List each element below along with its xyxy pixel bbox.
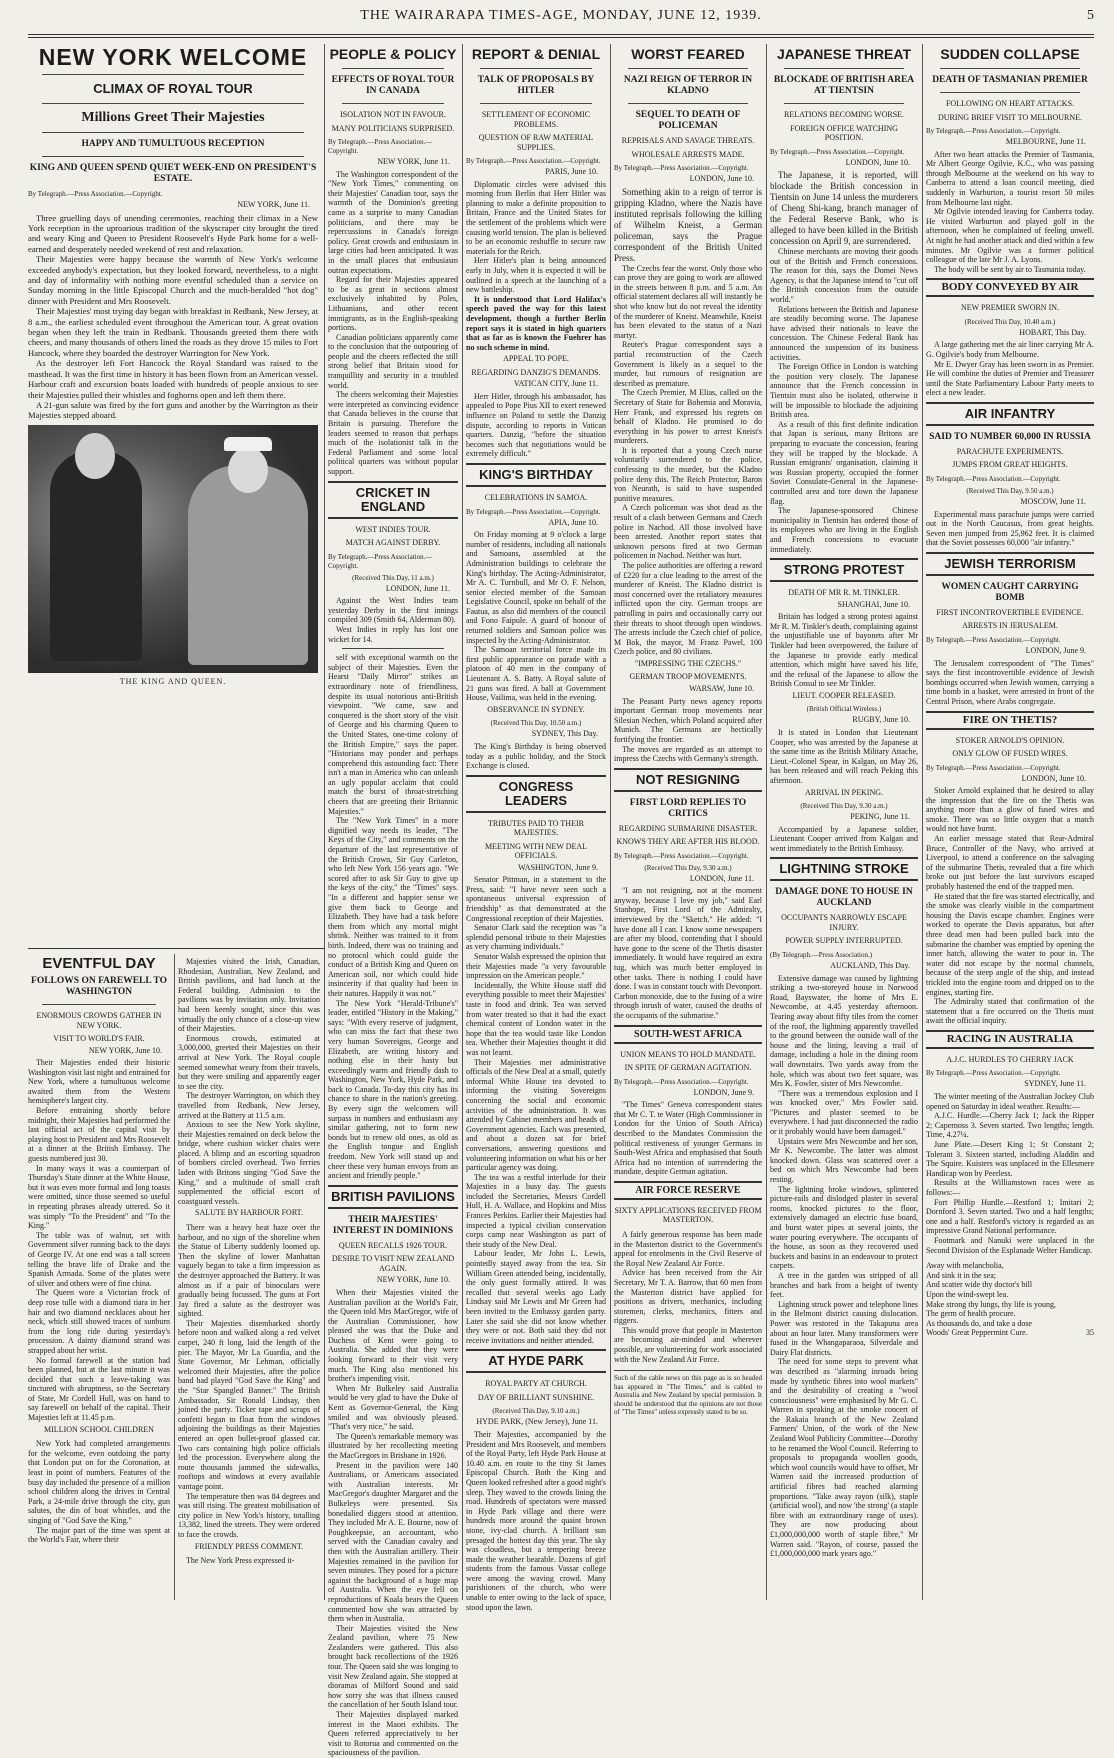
peppermint-cure-advert: [926, 1261, 1094, 1338]
paragraph: Present in the pavilion were 140 Australians, or Americans associated with Australian interests. Mr MacGregor's daughter Margaret and the Bulkeleys were presented. Six bonedalied diggers stood at attention. They included Mr A. E. Bourne, now of Poughkeepsie, an accountant, who served with the Canadian cavalry and then with the Australian artillery. Their Majesties remained in the pavilion for seven minutes. They posed for a picture against the background of a huge map of Australia. When the eye fell on reproductions of Koala bears the Queen commented how she was attracted by them when in Australia.: [328, 1460, 458, 1624]
paragraph: There was a heavy heat haze over the harbour, and no sign of the shoreline when the Statue of Liberty suddenly loomed up. Then the skyline of lower Manhattan vaguely began to take a firm impression as the destroyer approached the Battery. It was almost as if a pair of binoculars were gradually being focussed. The guns at Fort Jay fired a salute as the destroyer was sighted.: [178, 1222, 320, 1319]
headline: CRICKET IN ENGLAND: [355, 484, 431, 514]
column-people-policy: [328, 44, 458, 1758]
column-divider: [610, 44, 611, 1600]
headline: SOUTH-WEST AFRICA: [634, 1028, 742, 1040]
paragraph: The Foreign Office in London is watching the position very closely. The Japanese announce that the French concession in Tientsin must also be isolated, otherwise it will be impossible to blockade the adjoining British area.: [770, 362, 918, 420]
paragraph: Their Majesties visited the New Zealand pavilion, where 75 New Zealanders were gathered. This also brought back recollections of the 1926 tour. The Queen said she was longing to visit New Zealand again. She stopped at dioramas of Milford Sound and said how sorry she was that illness caused the cancellation of her South Island tour.: [328, 1623, 458, 1710]
paragraph: The temperature then was 84 degrees and was still rising. The greatest mobilisation of city police in New York's history, totalling 13,382, lined the streets. They were ordered to face the crowds.: [178, 1491, 320, 1539]
subheadline: OBSERVANCE IN SYDNEY.: [487, 704, 585, 714]
subheadline: QUEEN RECALLS 1926 TOUR.: [338, 1240, 448, 1250]
verse-line: Upon the wind-swept lea.: [926, 1289, 1009, 1299]
column-japanese-threat: [770, 44, 918, 1600]
subheadline: NAZI REIGN OF TERROR IN KLADNO: [623, 75, 753, 96]
paragraph: Their Majesties' most trying day began with breakfast in Redbank, New Jersey, at 8 a.m., the earliest scheduled event throughout the American tour. A great ovation began when they left the train in Redbank. Thousands greeted them there with cheers, and many thousands of others lined the roads as they drove 15 miles to Fort Hancock, where they boarded the destroyer Warrington for New York.: [28, 306, 318, 358]
dateline: LONDON, June 11.: [689, 873, 754, 883]
paragraph: He stated that the fire was started electrically, and the smoke was clearly visible in the compartment housing the Davis escape chamber. Engines were worked to operate the Davis apparatus, but after three dead men had been pulled back into the submarine the chamber was emptied by opening the inner hatch, allowing the water to pour in. The water did not escape by the normal channels, because of the steep angle of the ship, and instead trickled into the engine room and dripped on to the engines, starting fire.: [926, 891, 1094, 997]
paragraph: Their Majesties displayed marked interest in the Maori exhibits. The Queen referred appreciatively to her visit to Rotorua and commented on the spaciousness of the pavilion.: [328, 1710, 458, 1758]
paragraph: It is stated in London that Lieutenant Cooper, who was arrested by the Japanese at the same time as the British Military Attache, Lieut.-Colonel Spear, in Kalgan, on May 26, has been released and will reach Peking this afternoon.: [770, 728, 918, 785]
subheadline: QUESTION OF RAW MATERIAL SUPPLIES.: [478, 133, 594, 152]
press-credit: By Telegraph.—Press Association.—Copyright.: [466, 507, 601, 516]
dateline: PARIS, June 10.: [545, 167, 598, 176]
paragraph: Regard for their Majesties appeared to be as great in sections almost exclusively inhabited by Poles, Lithuanians, and other recent immigrants, as in the English-speaking portions.: [328, 275, 458, 333]
paragraph: Mr E. Dwyer Gray has been sworn in as Premier. He will combine the duties of Premier and Treasurer until the State Parliamentary Labour Party meets to elect a new leader.: [926, 359, 1094, 398]
verse-line: Make strong thy lungs, thy life is young,: [926, 1299, 1056, 1309]
dateline: NEW YORK, June 11.: [237, 200, 310, 209]
masthead-rule-top: [28, 34, 1094, 35]
paragraph: The King's Birthday is being observed today as a public holiday, and the Stock Exchange is closed.: [466, 741, 606, 771]
paragraph: self with exceptional warmth on the subject of their Majesties. Even the Hearst "Daily Mirror" strikes an extraordinary note of friendliness, despite its usual notorious anti-British viewpoint. "We came, saw and conquered is the short story of the visit of George and his charming Queen to the United States, one-time colony of the British Empire," says the paper. "Historians may ponder and perhaps comprehend this astounding fact: There isn't a man in America who can unleash an ugly popular acclaim that could match the burst of throat-stretching cheers that are greeting their Britannic Majesties.": [328, 653, 458, 816]
paragraph: Mr Ogilvie intended leaving for Canberra today. He visited Warburton and played golf in the afternoon, when he complained of feeling unwell. At night he had another attack and died within a few minutes. Mr Ogilvie was a former political colleague of the late Mr J. A. Lyons.: [926, 207, 1094, 265]
received-time: (Received This Day, 10.40 a.m.): [964, 317, 1056, 326]
subheadline: OCCUPANTS NARROWLY ESCAPE INJURY.: [781, 913, 907, 932]
paragraph: The Queen wore a Victorian frock of deep rose tulle with a diamond tiara in her hair and two diamond necklaces about her neck, which still showed traces of sunburn from the long ride during yesterday's procession. A dainty diamond strand was strapped about her wrist.: [28, 1288, 170, 1355]
paragraph: Advice has been received from the Air Secretary, Mr T. A. Barrow, that 60 men from the Masterton district have applied for positions as drivers, mechanics, including storemen, clerks, mechanics, fitters and riggers.: [614, 1268, 762, 1326]
paragraph: Senator Pittman, in a statement to the Press, said: "I have never seen such a spontaneous universal expression of friendship" as that demonstrated at the Congressional reception of their Majesties.: [466, 875, 606, 923]
paragraph: The table was of walnut, set with Government silver running back to the days of George IV. At one end was a tall screen telling the brave life of Drake and the Spanish Armada. Some of the plates were of silver and others were of fine china.: [28, 1230, 170, 1288]
paragraph: It is reported that a young Czech nurse voluntarily surrendered to the police, confessing to the murder, but the Kladno police deny this. The Reich Protector, Baron von Neurath, is said to have suspended punitive measures.: [614, 445, 762, 503]
subheadline: LIEUT. COOPER RELEASED.: [792, 690, 896, 700]
headline: LIGHTNING STROKE: [779, 861, 909, 877]
column-divider: [174, 954, 175, 1600]
subheadline: WOMEN CAUGHT CARRYING BOMB: [941, 581, 1079, 603]
subheadline: A.J.C. HURDLES TO CHERRY JACK: [946, 1054, 1074, 1064]
paragraph: Incidentally, the White House staff did everything possible to meet their Majesties' taste in food and drink. Tea was served from water treated so that it had the exact chemical content of London water in the hope that the tea would taste like London tea. Whether their Majesties thought it did was not learnt.: [466, 980, 606, 1057]
subheadline: SEQUEL TO DEATH OF POLICEMAN: [635, 110, 741, 131]
subheadline: SETTLEMENT OF ECONOMIC PROBLEMS.: [481, 110, 591, 129]
paragraph: It is understood that Lord Halifax's speech paved the way for this latest development, though a further Berlin report says it is stated in high quarters that as far as is known the Fuehrer has no such scheme in mind.: [466, 294, 606, 352]
article-eventful-day-continued: [178, 954, 320, 1600]
dateline: WARSAW, June 10.: [689, 683, 754, 693]
queen-tiara: [224, 437, 272, 451]
press-credit: By Telegraph.—Press Association.—Copyright.: [328, 552, 433, 570]
subheadline: DAMAGE DONE TO HOUSE IN AUCKLAND: [775, 887, 913, 909]
subheadline: DURING BRIEF VISIT TO MELBOURNE.: [937, 112, 1083, 122]
paragraph: The Czech Premier, M Elias, called on the Secretary of State for Bohemia and Moravia, Herr Frank, and expressed his regrets on behalf of Kladno. He promised to do everything in his power to arrest Kneist's murderers.: [614, 388, 762, 446]
dateline: LONDON, June 9.: [693, 1087, 754, 1097]
dateline: MOSCOW, June 11.: [1020, 496, 1086, 506]
article-eventful-day: [28, 954, 170, 1600]
paragraph: A tree in the garden was stripped of all branches and bark from a height of twenty feet.: [770, 1270, 918, 1300]
paragraph: Labour leader, Mr John L. Lewis, pointedly stayed away from the tea. Sir William Green attended being, incidentally, the only guest formally attired. It was recalled that several weeks ago Lady Lindsay said Mr Lewis and Mr Green had been invited to the Embassy garden party. Later she said she did not know whether they were or not. Both said they did not receive invitations and neither attended.: [466, 1249, 606, 1345]
paragraph: When their Majesties visited the Australian pavilion at the World's Fair, the Queen told Mrs MacGregor, wife of the Australian Commissioner, how pleased she was that the Duke and Duchess of Kent were going to Australia. She added that they were looking forward to their visit very much. The King also mentioned his brother's impending visit.: [328, 1287, 458, 1384]
subheadline: WEST INDIES TOUR.: [355, 524, 431, 534]
paragraph: The New York Press expressed it-: [186, 1556, 295, 1566]
paragraph: "I am not resigning, not at the moment anyway, because I love my job," said Earl Stanhope, First Lord of the Admiralty, interviewed by the "Sketch." He added: "I have done all I can. I know some newspapers are after my blood, contending that I should have gone to the scene of the Thetis disaster immediately. It would have required an extra tug, which was much better employed in other tasks. There is nothing I could have done. I was in constant touch with Devonport. Carbon monoxide, due to the fusing of a wire through inrush of water, caused the deaths of the occupants of the submarine.": [614, 886, 762, 1020]
column-divider: [766, 44, 767, 1600]
subheadline: "IMPRESSING THE CZECHS.": [634, 658, 742, 668]
dateline: LONDON, June 10.: [689, 174, 754, 183]
column-sudden-collapse: [926, 44, 1094, 1600]
column-divider: [324, 44, 325, 1600]
subheadline: FOLLOWS ON FAREWELL TO WASHINGTON: [31, 976, 167, 997]
paragraph: The Washington correspondent of the "New York Times," commenting on their Majesties' Canadian tour, says the warmth of the Dominion's greeting came as a surprise to many Canadian politicians, and there may be repercussions in Canada's foreign policy. Great crowds and enthusiasm in large cities had been anticipated. It was in the small places that enthusiasm outran expectations.: [328, 169, 458, 275]
subheadline: CELEBRATIONS IN SAMOA.: [484, 493, 588, 503]
press-credit: By Telegraph.—Press Association.—Copyright.: [614, 851, 749, 860]
subheadline: ONLY GLOW OF FUSED WIRES.: [952, 749, 1068, 758]
verse-line: And scatter wide thy doctor's bill: [926, 1280, 1033, 1290]
dateline: VATICAN CITY, June 11.: [513, 379, 598, 389]
verse-line: And sink it in the sea;: [926, 1270, 996, 1280]
subheadline: BLOCKADE OF BRITISH AREA AT TIENTSIN: [773, 75, 915, 96]
paragraph: Their Majesties were happy because the warmth of New York's welcome exceeded anybody's expectation, but they looked forward, nevertheless, to a night and day of informality with nothing more eventful scheduled than a service on Sunday morning in the little Episcopal Church and the much-heralded "hot dog" dinner with President and Mrs Roosevelt.: [28, 254, 318, 306]
queen-face: [228, 447, 268, 493]
paragraph: The Samoan territorial force made its first public appearance on parade with a platoon of 40 men in the company of Lieutenant A. S. Batty. A Royal salute of 21 guns was fired. A ball at Government House, Vailima, was held in the evening.: [466, 645, 606, 703]
subheadline: PARACHUTE EXPERIMENTS.: [956, 446, 1064, 456]
king-figure: [50, 451, 142, 661]
paragraph: The lightning broke windows, splintered picture-rails and dislodged plaster in several rooms, knocked pictures to the floor, extensively damaged an electric fuse board, and burst water pipes at several joints, the water pouring everywhere. The occupants of the house, as soon as they recovered used buckets and basins in an endeavour to protect carpets.: [770, 1184, 918, 1271]
masthead-rule-bottom: [28, 37, 1094, 38]
paragraph: A Czech policeman was shot dead as the result of a clash between Germans and Czech police in Nachod. All those involved have been arrested. Another report states that unknown persons fired at two German policemen in Nachod. Neither was hurt.: [614, 503, 762, 561]
subheadline: MILLION SCHOOL CHILDREN: [44, 1424, 154, 1434]
subheadline: STOKER ARNOLD'S OPINION.: [955, 735, 1065, 745]
paragraph: Diplomatic circles were advised this morning from Berlin that Herr Hitler was planning to make a definite proposition to Britain, France and the United States for the settlement of the problems which were causing world tension. The plan is believed to be an economic reshuffle to secure raw materials for the Reich.: [466, 179, 606, 256]
dateline: AUCKLAND, This Day.: [830, 960, 910, 970]
press-credit: By Telegraph.—Press Association.—Copyright.: [614, 1077, 749, 1086]
subheadline: FIRST LORD REPLIES TO CRITICS: [629, 797, 747, 819]
press-credit: (By Telegraph.—Press Association.): [770, 950, 873, 959]
dateline: SYDNEY, June 11.: [1024, 1079, 1086, 1089]
subheadline: POWER SUPPLY INTERRUPTED.: [785, 936, 903, 946]
paragraph: The Peasant Party news agency reports important German troop movements near Silesian Nechen, which Poland acquired after Munich. The Germans are hectically fortifying the frontier.: [614, 696, 762, 744]
received-time: (Received This Day, 11 a.m.): [352, 573, 434, 582]
paragraph: Results at the Williamstown races were as follows:—: [926, 1178, 1094, 1197]
received-time: (Received This Day, 10.50 a.m.): [490, 719, 582, 728]
paragraph: The need for some steps to prevent what was described as "alarming inroads being made by synthetic fibres into wool markets" and the desirability of creating a "wool consciousness" were emphasised by Mr G. C. Warren in speaking at the smoke concert of the Rakaia branch of the New Zealand Farmers' Union, of the work of the New Zealand Wool Publicity Committee—Dorothy to be renamed the Wool Council. Referring to proposals to propaganda woollen goods, which wool councils would have to offset, Mr Warren said the increased production of artificial fibres had reached alarming proportions. "Take away rayon (silk), staple (artificial wool), and now 'the strong' (a staple fibre with an extraordinary range of uses). They are now producing about £1,000,000,000 worth of staple fibre," Mr Warren said. "Rayon, of course, passed the £1,000,000,000 mark years ago.": [770, 1357, 918, 1559]
subheadline: DEATH OF TASMANIAN PREMIER: [932, 75, 1088, 85]
paragraph: Herr Hitler's plan is being announced early in July, when it is expected it will be outlined in a speech at the launching of a new battleship.: [466, 256, 606, 295]
subheadline: KNOWS THEY ARE AFTER HIS BLOOD.: [616, 837, 760, 847]
subheadline: FOREIGN OFFICE WATCHING POSITION.: [790, 123, 898, 142]
subheadline: APPEAL TO POPE.: [503, 354, 569, 364]
advert-number: 35: [1086, 1328, 1094, 1338]
dateline: HYDE PARK, (New Jersey), June 11.: [476, 1417, 598, 1427]
paragraph: The Japanese-sponsored Chinese municipality in Tientsin has ordered those of its employees who are living in the English and French concessions to evacuate immediately.: [770, 506, 918, 554]
times-copyright-note: Such of the cable news on this page as is so headed has appeared in "The Times," and is cabled to Australia and New Zealand by special permission. It should be understood that the opinions are not those of "The Times" unless expressly stated to be so.: [614, 1370, 762, 1417]
subheadline: DESIRE TO VISIT NEW ZEALAND AGAIN.: [331, 1254, 455, 1273]
paragraph: The Admiralty stated that confirmation of the statement that a fire occurred on the Thetis must await the official inquiry.: [926, 997, 1094, 1026]
paragraph: The Czechs fear the worst. Only those who can prove they are going to work are allowed in the streets between 8 p.m. and 5 a.m. An official statement declares all will instantly be shot who know but do not reveal the identity of the murderer of Kneist. Meanwhile, Kneist has been elevated to the status of a Nazi martyr.: [614, 263, 762, 340]
headline: NEW YORK WELCOME: [38, 44, 308, 70]
column-divider: [922, 44, 923, 1600]
press-credit: By Telegraph.—Press Association.—Copyright.: [614, 164, 749, 172]
press-credit: By Telegraph.—Press Association.—Copyright.: [926, 1069, 1061, 1078]
headline: FIRE ON THETIS?: [962, 713, 1058, 726]
headline: EVENTFUL DAY: [42, 955, 156, 972]
subheadline: ISOLATION NOT IN FAVOUR.: [340, 110, 446, 119]
subheadline: FOLLOWING ON HEART ATTACKS.: [945, 99, 1075, 108]
received-time: (Received This Day, 9.30 a.m.): [800, 802, 888, 811]
paragraph: After two heart attacks the Premier of Tasmania, Mr Albert George Ogilvie, K.C., who was passing through Melbourne at the weekend on his way to Canberra to attend a loan council meeting, died suddenly in Warburton, a tourist resort 50 miles from Melbourne last night.: [926, 149, 1094, 207]
paragraph: This would prove that people in Masterton are becoming air-minded and wherever possible, are volunteering for work associated with the New Zealand Air Force.: [614, 1325, 762, 1364]
subheadline: NEW PREMIER SWORN IN.: [960, 303, 1060, 313]
subheadline: ARRIVAL IN PEKING.: [805, 787, 883, 797]
paragraph: When Mr Bulkeley said Australia would be very glad to have the Duke of Kent as Governor-General, the King smiled and was obviously pleased. "That's very nice," he said.: [328, 1383, 458, 1432]
headline: BRITISH PAVILIONS: [331, 1188, 455, 1204]
subheadline: UNION MEANS TO HOLD MANDATE.: [620, 1049, 756, 1059]
paragraph: No formal farewell at the station had been planned, but at the last minute it was decided that such a leave-taking was tinctured with abruptness, so the Secretary of State, Mr Cordell Hull, was on hand to say farewell on behalf of the capital. Their Majesties left at 11.45 p.m.: [28, 1355, 170, 1423]
section-rule: [28, 948, 324, 949]
paragraph: Canadian politicians apparently came to the conclusion that the outpouring of people and the cheers reflected the still strong belief that Britain stood for tranquillity and security in a troubled world.: [328, 332, 458, 390]
headline: JAPANESE THREAT: [776, 46, 912, 62]
paragraph: A.J.C. Hurdle.—Cherry Jack 1; Jack the Ripper 2; Capernoss 3. Seven started. Two lengths; length. Time, 4.27¼.: [926, 1111, 1094, 1140]
paragraph: West Indies in reply has lost one wicket for 14.: [328, 624, 458, 644]
dateline: APIA, June 10.: [548, 517, 598, 527]
paragraph: Chinese merchants are moving their goods out of the British and French concessions. The reason for this, says the Domei News Agency, is that the Japanese intend to "cut off the British concession from the outside world.": [770, 247, 918, 305]
paragraph: Senator Clark said the reception was "a splendid personal tribute to their Majesties as very charming individuals.": [466, 923, 606, 952]
dateline: LONDON, June 11.: [385, 583, 450, 593]
press-credit: By Telegraph.—Press Association.—Copyright.: [926, 763, 1061, 772]
paragraph: On Friday morning at 9 o'clock a large number of residents, including all nationals and Samoans, assembled at the Administration buildings to celebrate the King's birthday. The Acting-Administrator, Mr A. C. Turnbull, and Mr O. F. Nelson, senior elected member of the Samoan Legislative Council, spoke on behalf of the Fautua, as also did members of the council and Fono Faipule. A guard of honour of returned soldiers and Samoan police was inspected by the Acting-Administrator.: [466, 530, 606, 645]
paragraph: A large gathering met the air liner carrying Mr A. G. Ogilvie's body from Melbourne.: [926, 340, 1094, 359]
headline: NOT RESIGNING: [635, 771, 740, 787]
paragraph: The "New York Times" in a more dignified way needs its leader, "The Keys of the City," and comments on the departure of the last representative of the British Crown, Sir Guy Carleton, who left New York 156 years ago. "We scored after to ask Sir Guy to give up the keys of the city," the "Times" says. "In a different and happier sense we give them back to George and Elizabeth. They have had a task before them from which any mortal might shrink. Neither was trained to it from birth. Indeed, there was no training and no protocol which could guide the conduct of a British King and Queen on American soil, nor which could hide insincerity if that quality had been in their natures. Happily it was not.": [328, 816, 458, 998]
verse-line: The germ of health procure.: [926, 1309, 1016, 1319]
subheadline: KING AND QUEEN SPEND QUIET WEEK-END ON PRESIDENT'S ESTATE.: [29, 163, 317, 184]
paragraph: In many ways it was a counterpart of Thursday's State dinner at the White House, but it was even more formal and long toasts were omitted, since those seemed so useful in repeating phrases already uttered. So it was simply "To the President" and "To the King.": [28, 1163, 170, 1231]
paragraph: Their Majesties met administrative officials of the New Deal at a small, quietly informal White House tea devoted to informing the visiting Sovereigns concerning the social and economic activities of the administration. It was attended by Cabinet members and heads of Government agencies. Each was presented, and about a dozen sat for brief conversations, answering questions and volunteering information on what his or her particular agency was doing.: [466, 1057, 606, 1173]
dateline: NEW YORK, June 10.: [376, 1275, 450, 1285]
dateline: HOBART, This Day.: [1019, 327, 1086, 337]
paragraph: Herr Hitler, through his ambassador, has appealed to Pope Pius XII to exert renewed influence on Poland to settle the Danzig dispute, according to reports in Vatican quarters. Danzig, "before the situation becomes such that negotiations would be extremely difficult.": [466, 391, 606, 459]
headline: JEWISH TERRORISM: [944, 555, 1076, 571]
subheadline: MANY POLITICIANS SURPRISED.: [331, 123, 455, 133]
subheadline: REPRISALS AND SAVAGE THREATS.: [621, 136, 755, 145]
paragraph: Upstairs were Mrs Newcombe and her son, Mr K. Newcombe. The latter was almost knocked down. Glass was scattered over a bed on which Mrs Newcombe had been resting.: [770, 1136, 918, 1185]
paragraph: "The Times" Geneva correspondent states that Mr C. T. te Water (High Commissioner in London for the Union of South Africa) described to the Mandates Commission the political restiveness of younger Germans in South-West Africa and emphasised that South Africa had no intention of surrendering the mandate, despite German agitation.: [614, 1100, 762, 1177]
column-report-denial: [466, 44, 606, 1612]
subheadline: IN SPITE OF GERMAN AGITATION.: [624, 1063, 752, 1073]
press-credit: By Telegraph.—Press Association.—Copyright.: [466, 157, 601, 165]
paragraph: The Japanese, it is reported, will blockade the British concession in Tientsin on June 14 unless the murderers of Cheng Shi-kang, branch manager of the Federal Reserve Bank, who is alleged to have been killed in the British concession on April 9, are surrendered.: [770, 170, 918, 247]
subheadline: MATCH AGAINST DERBY.: [345, 538, 441, 548]
subheadline: FRIENDLY PRESS COMMENT.: [194, 1541, 304, 1551]
headline: CONGRESS LEADERS: [498, 778, 574, 808]
masthead-title: THE WAIRARAPA TIMES-AGE, MONDAY, JUNE 12, 1939.: [360, 8, 762, 23]
headline: RACING IN AUSTRALIA: [946, 1032, 1074, 1045]
subheadline: TRIBUTES PAID TO THEIR MAJESTIES.: [488, 818, 584, 838]
paragraph: Senator Walsh expressed the opinion that their Majesties made "a very favourable impression on the American people.": [466, 952, 606, 981]
headline: SUDDEN COLLAPSE: [940, 46, 1080, 62]
subheadline: CLIMAX OF ROYAL TOUR: [93, 81, 253, 96]
paragraph: Accompanied by a Japanese soldier, Lieutenant Cooper arrived from Kalgan and went immediately to the British Embassy.: [770, 824, 918, 853]
subheadline: GERMAN TROOP MOVEMENTS.: [629, 672, 747, 682]
headline: AT HYDE PARK: [488, 1353, 584, 1369]
dateline: MELBOURNE, June 11.: [1005, 137, 1086, 146]
masthead: [28, 8, 1094, 30]
dateline: LONDON, June 9.: [1025, 645, 1086, 655]
paragraph: Footmark and Nanuki were unplaced in the Second Division of the Esplanade Welter Handicap.: [926, 1235, 1094, 1255]
subheadline: Millions Greet Their Majesties: [81, 110, 265, 125]
paragraph: The tea was a restful interlude for their Majesties in a busy day. The guests included the Secretaries, Messrs Cordell Hull, H. A. Wallace, and Hopkins and Miss Frances Perkins. Earlier their Majesties had inspected a typical civilian conservation corps camp near Washington as part of their study of the New Deal.: [466, 1172, 606, 1249]
dateline: SYDNEY, This Day.: [531, 729, 598, 739]
dateline: WASHINGTON, June 9.: [518, 862, 598, 872]
received-time: (Received This Day, 9.50 a.m.): [966, 486, 1054, 495]
paragraph: The moves are regarded as an attempt to impress the Czechs with Germany's strength.: [614, 744, 762, 764]
paragraph: The destroyer Warrington, on which they travelled from Redbank, New Jersey, arrived at the Battery at 11.5 a.m.: [178, 1091, 320, 1120]
paragraph: An earlier message stated that Rear-Admiral Bruce, Controller of the Navy, who arrived at Liverpool, to attend a conference on the salvaging of the submarine Thetis, revealed that a fire which broke out just before the last survivors escaped probably hastened the end of the trapped men.: [926, 834, 1094, 892]
subheadline: WHOLESALE ARRESTS MADE.: [631, 149, 745, 159]
paragraph: Something akin to a reign of terror is gripping Kladno, where the Nazis have instituted reprisals following the killing of Wilhelm Kneist, a German policeman, says the Prague correspondent of the British United Press.: [614, 186, 762, 263]
paragraph: The police authorities are offering a reward of £220 for a clue leading to the arrest of the murderer of Kneist. The Kladno district is most concerned over the retaliatory measures inflicted upon the city. German troops are patrolling in pairs and occasionally carry out their threats to shoot through open windows. The arrests include the Czech chief of police, M Bok, the mayor, M Franz Pawel, 100 Czech police, and 80 civilians.: [614, 561, 762, 657]
queen-figure: [188, 465, 308, 665]
paragraph: Extensive damage was caused by lightning striking a two-storeyed house in Norwood Road, Bayswater, the home of Mrs E. Newcombe, at 4.45 yesterday afternoon. Tearing away about fifty tiles from the corner of the roof, the lightning apparently travelled to the ground between the outside wall of the house and the lining, leaving a trail of damage, including a hole in the dining room wall downstairs. Two yards away from the hole, which was about two feet square, was Mrs K. Fowler, sister of Mrs Newcombe.: [770, 973, 918, 1089]
paragraph: The Jerusalem correspondent of "The Times" says the first incontrovertible evidence of Jewish bombings occurred when Jewish women, carrying a time bomb in a basket, were arrested in front of the Central Prison, where Arabs congregate.: [926, 658, 1094, 706]
press-credit: By Telegraph.—Press Association.—Copyright.: [770, 147, 905, 156]
page-number: 5: [1087, 8, 1094, 23]
column-worst-feared: [614, 44, 762, 1600]
dateline: LONDON, June 10.: [1021, 773, 1086, 783]
paragraph: Their Majesties disembarked shortly before noon and walked along a red velvet carpet, 240 ft long, laid the length of the pier. The Mayor, Mr La Guardia, and the State Governor, Mr Lehman, officially welcomed their Majesties, after the police band had played "God Save the King" and the "Star Spangled Banner." The British Ambassador, Sir Ronald Lindsay, then joined the party. Ticker tape and scraps of confetti began to float from the windows adjoining the buildings as their Majesties entered an open bullet-proof glassed car. Two cars containing high police officials led the procession. Everywhere along the route thousands jammed the sidewalks, rooftops and windows at every available vantage point.: [178, 1318, 320, 1491]
paragraph: Against the West Indies team yesterday Derby in the first innings compiled 309 (Smith 64, Alderman 80).: [328, 596, 458, 625]
royal-couple-photo: [28, 425, 318, 673]
press-credit: By Telegraph.—Press Association.—Copyright.: [328, 138, 433, 155]
subheadline: REGARDING SUBMARINE DISASTER.: [618, 823, 758, 833]
paragraph: The winter meeting of the Australian Jockey Club opened on Saturday in ideal weather. Results:—: [926, 1092, 1094, 1111]
paragraph: Britain has lodged a strong protest against Mr R. M. Tinkler's death, complaining against the unjustifiable use of bayonets after Mr Tinkler had been overpowered, the failure of the Japanese to provide early medical attention, which might have saved his life, and the refusal of the Japanese to allow the British Consul to see Mr Tinkler.: [770, 612, 918, 689]
paragraph: Reuter's Prague correspondent says a partial reconstruction of the Czech Government is likely as a sequel to the murder, but rumours of resignation are described as premature.: [614, 340, 762, 388]
subheadline: ENORMOUS CROWDS GATHER IN NEW YORK.: [36, 1011, 162, 1030]
subheadline: SAID TO NUMBER 60,000 IN RUSSIA: [929, 431, 1091, 442]
headline: REPORT & DENIAL: [471, 46, 601, 62]
press-credit: By Telegraph.—Press Association.—Copyright.: [926, 635, 1061, 644]
paragraph: The major part of the time was spent at the World's Fair, where their: [28, 1525, 170, 1545]
paragraph: The cheers welcoming their Majesties were interpreted as convincing evidence that Canada believes in the course that Britain is pursuing. Therefore the leaders seemed to reason that perhaps much of the isolationist talk in the Federal Parliament and some local political quarters was without popular support.: [328, 390, 458, 476]
paragraph: The New York "Herald-Tribune's" leader, entitled "History in the Making," says: "With every reserve of judgment, who can miss the fact that these two very human Sovereigns, George and Elizabeth, are writing history and nothing else in their hasty but exceedingly warm and friendly dash to Washington, New York, Hyde Park, and back to Canada. To-day this city has its chance to share in the nation's greeting. By every sign the welcomers will surpass in numbers and enthusiasm any similar gathering, not to form new bonds but to renew old ones, as old as the English tongue and English freedom. New York will stand up and cheer these very human envoys from an ancient and friendly people.": [328, 998, 458, 1181]
paragraph: Enormous crowds, estimated at 3,000,000, greeted their Majesties on their arrival at New York. The Royal couple seemed somewhat weary from their travels, but they were smiling and apparently eager to see the city.: [178, 1033, 320, 1091]
verse-line: As thousands do, and take a dose: [926, 1318, 1032, 1328]
headline: AIR FORCE RESERVE: [635, 1184, 741, 1196]
dateline: RUGBY, June 10.: [852, 715, 910, 725]
paragraph: The Queen's remarkable memory was illustrated by her recollecting meeting the MacGregors in Brisbane in 1926.: [328, 1431, 458, 1460]
headline: AIR INFANTRY: [964, 405, 1056, 421]
verse-line: Away with melancholia,: [926, 1261, 1004, 1271]
paragraph: As a result of this first definite indication that Japan is serious, many Britons are preparing to evacuate the concession, fearing they will be trapped by the blockade. A Russian emigrants' organisation, claiming it was Russian property, occupied the former Soviet Consulate-General in the Japanese-controlled area and tore down the Japanese flag.: [770, 419, 918, 506]
received-time: (Received This Day, 9.30 a.m.): [644, 863, 732, 872]
subheadline: SIXTY APPLICATIONS RECEIVED FROM MASTERTON.: [614, 1205, 762, 1225]
dateline: SHANGHAI, June 10.: [837, 599, 910, 609]
paragraph: Their Majesties ended their historic Washington visit last night and entrained for New York, where a tumultuous welcome awaited them from the Western hemisphere's largest city.: [28, 1058, 170, 1106]
king-face: [75, 433, 115, 479]
paragraph: A 21-gun salute was fired by the fort guns and another by the Warrington as their Majesties stepped aboard.: [28, 399, 318, 421]
official-wireless: (British Official Wireless.): [806, 705, 882, 714]
subheadline: FIRST INCONTROVERTIBLE EVIDENCE.: [936, 607, 1084, 617]
paragraph: Their Majesties, accompanied by the President and Mrs Roosevelt, and members of the Royal Party, left Hyde Park House at 10.40 a.m. en route to the tiny St James Episcopal Church. Both the King and Queen looked refreshed after a good night's sleep. They waved to the crowds lining the road. Hundreds of spectators were massed in Hyde Park village and there were hundreds more around the quaint brown stone, ivy-clad church. A brilliant sun presaged the hottest day this year. The sky was cloudless, but a tempering breeze made the weather bearable. Dozens of girl students from the famous Vassar college were among the waving crowd. Many parishioners of the church, who were unable to enter owing to the lack of space, stood upon the lawn.: [466, 1429, 606, 1612]
dateline: NEW YORK, June 10.: [88, 1045, 162, 1055]
headline: BODY CONVEYED BY AIR: [941, 281, 1079, 294]
photo-caption: THE KING AND QUEEN.: [119, 676, 227, 686]
verse-line: Woods' Great Peppermint Cure.: [926, 1328, 1028, 1338]
subheadline: VISIT TO WORLD'S FAIR.: [53, 1034, 145, 1043]
paragraph: Stoker Arnold explained that he desired to allay the impression that the fire on the Thetis was anything more than a glow of fused wires and smoke. There was so little oxygen that a match would not have burnt.: [926, 786, 1094, 834]
paragraph: Relations between the British and Japanese are steadily becoming worse. The Japanese have advised their nationals to leave the concession. The Chinese Federal Bank has announced the suspension of its business activities.: [770, 304, 918, 362]
paragraph: June Plate.—Desert King 1; St Constant 2; Tolerant 3. Sixteen started, including Aladdin and The Squire. Kuisters was unplaced in the Ellesmere Handicap won by Peerless.: [926, 1140, 1094, 1178]
subheadline: THEIR MAJESTIES' INTEREST IN DOMINIONS: [332, 1214, 454, 1236]
subheadline: DAY OF BRILLIANT SUNSHINE.: [477, 1392, 595, 1402]
subheadline: HAPPY AND TUMULTUOUS RECEPTION: [81, 139, 265, 149]
article-new-york-welcome: [28, 44, 318, 974]
subheadline: SALUTE BY HARBOUR FORT.: [195, 1208, 303, 1218]
subheadline: ARRESTS IN JERUSALEM.: [962, 621, 1058, 631]
press-credit: By Telegraph.—Press Association.—Copyright.: [926, 127, 1061, 135]
headline: STRONG PROTEST: [783, 562, 905, 578]
subheadline: MEETING WITH NEW DEAL OFFICIALS.: [484, 841, 588, 861]
subheadline: DEATH OF MR R. M. TINKLER.: [788, 588, 900, 598]
paragraph: Anxious to see the New York skyline, their Majesties remained on deck below the bridge, where cushion wicker chairs were placed. A blimp and an escorting squadron of bombers circled overhead. Two ferries laden with Britons singing "God Save the King," and a multitude of small craft supplemented the official escort of coastguard vessels.: [178, 1120, 320, 1206]
paragraph: Experimental mass parachute jumps were carried out in the North Caucasus, from great heights. Seven men jumped from 25,962 feet. It is claimed that the Soviet possesses 60,000 "air infantry.": [926, 509, 1094, 548]
subheadline: JUMPS FROM GREAT HEIGHTS.: [952, 460, 1068, 470]
paragraph: As the destroyer left Fort Hancock the Royal Standard was raised to the masthead. It was the first time in history it has been flown from an American vessel. Harbour craft and excursion boats loaded with hundreds of people anxious to see their Majesties pulled their whistles and foghorns open and left them there.: [28, 358, 318, 400]
subheadline: TALK OF PROPOSALS BY HITLER: [477, 75, 595, 96]
press-credit: By Telegraph.—Press Association.—Copyright.: [926, 474, 1061, 483]
subheadline: EFFECTS OF ROYAL TOUR IN CANADA: [331, 75, 455, 96]
paragraph: Fort Phillip Hurdle.—Restford 1; Imitari 2; Dornford 3. Seven started. Two and a half lengths; one and a half. Restford's victory is regarded as an impressive Grand National performance.: [926, 1197, 1094, 1236]
dateline: LONDON, June 10.: [845, 157, 910, 167]
paragraph: "There was a tremendous explosion and I was knocked over," Mrs Fowler said. "Pictures and plaster seemed to be everywhere. I had just disconnected the radio or it probably would have been damaged.": [770, 1088, 918, 1137]
paragraph: Three gruelling days of unending ceremonies, reaching their climax in a New York reception in the uproarious tradition of the skyscraper city brought the tired and weary King and Queen to President Roosevelt's Hyde Park home for a well-earned and desperately needed weekend of rest and relaxation.: [28, 212, 318, 254]
paragraph: Majesties visited the Irish, Canadian, Rhodesian, Australian, New Zealand, and British pavilions, and had lunch at the Federal building. Admission to the pavilions was by invitation only. Invitation had been keenly sought, since this was virtually the only chance of a close-up view of their Majesties.: [178, 957, 320, 1034]
headline: PEOPLE & POLICY: [329, 46, 457, 62]
paragraph: Lightning struck power and telephone lines in the Belmont district causing dislocation. Power was restored in the Takapuna area about an hour later. Many transformers were fused in the Whangaparaoa, Silverdale and Dairy Flat districts.: [770, 1299, 918, 1357]
dateline: NEW YORK, June 11.: [377, 157, 450, 166]
paragraph: A fairly generous response has been made in the Masterton district to the Government's appeal for enrolments in the Civil Reserve of the Royal New Zealand Air Force.: [614, 1229, 762, 1268]
dateline: PEKING, June 11.: [850, 812, 910, 822]
subheadline: REGARDING DANZIG'S DEMANDS.: [471, 367, 601, 377]
subheadline: RELATIONS BECOMING WORSE.: [783, 110, 905, 119]
headline: KING'S BIRTHDAY: [479, 467, 593, 483]
paragraph: Before entraining shortly before midnight, their Majesties had performed the last official act of the capital visit by playing host to President and Mrs Roosevelt at a dinner at the British Embassy. The guests numbered just 30.: [28, 1106, 170, 1164]
headline: WORST FEARED: [631, 46, 745, 62]
paragraph: The body will be sent by air to Tasmania today.: [934, 264, 1086, 274]
received-time: (Received This Day, 9.10 a.m.): [492, 1407, 580, 1416]
subheadline: ROYAL PARTY AT CHURCH.: [485, 1379, 587, 1389]
paragraph: New York had completed arrangements for the welcome, even outdoing the party that London put on for the Coronation, at least in point of numbers. Features of the busy day included the presence of a million school children along the drives in Central Park, a 24-mile drive through the city, gun salutes, the din of boat whistles, and the singing of "God Save the King.": [28, 1439, 170, 1525]
column-divider: [462, 44, 463, 1600]
press-credit: By Telegraph.—Press Association.—Copyright.: [28, 190, 163, 198]
